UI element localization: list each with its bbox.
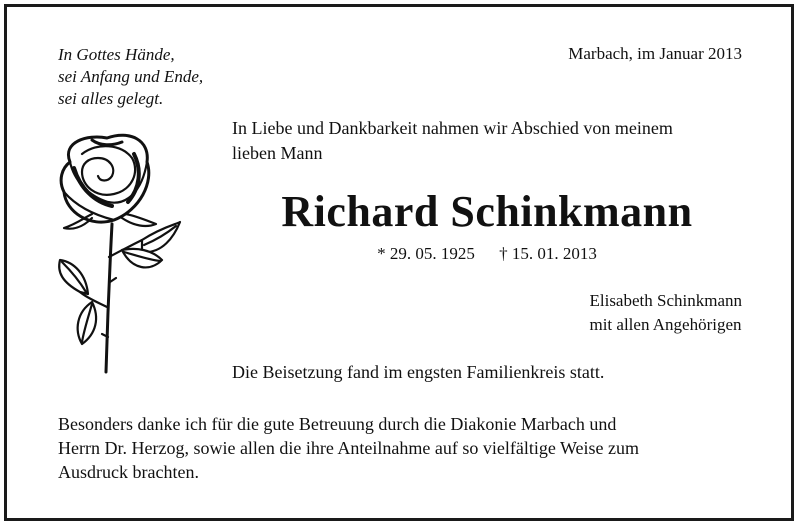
verse-line: sei alles gelegt. bbox=[58, 89, 164, 108]
thanks-paragraph bbox=[58, 412, 748, 484]
verse-line: In Gottes Hände, bbox=[58, 45, 175, 64]
deceased-name: Richard Schinkmann bbox=[281, 187, 693, 236]
thanks-line: Besonders danke ich für die gute Betreuung durch die Diakonie Marbach und bbox=[58, 414, 617, 434]
bible-verse bbox=[58, 44, 203, 110]
place-date: Marbach, im Januar 2013 bbox=[568, 44, 742, 63]
signer-line: mit allen Angehörigen bbox=[589, 315, 742, 334]
intro-line: In Liebe und Dankbarkeit nahmen wir Abschied von meinem bbox=[232, 118, 673, 138]
intro-line: lieben Mann bbox=[232, 143, 323, 163]
verse-line: sei Anfang und Ende, bbox=[58, 67, 204, 86]
signer-line: Elisabeth Schinkmann bbox=[589, 291, 742, 310]
signers bbox=[589, 289, 742, 337]
intro-text bbox=[232, 116, 752, 166]
funeral-note: Die Beisetzung fand im engsten Familienkreis statt. bbox=[232, 362, 605, 382]
birth-date: * 29. 05. 1925 bbox=[377, 244, 475, 263]
rose-icon bbox=[52, 132, 182, 377]
life-dates bbox=[232, 244, 742, 264]
death-date: † 15. 01. 2013 bbox=[499, 244, 597, 263]
thanks-line: Herrn Dr. Herzog, sowie allen die ihre Anteilnahme auf so vielfältige Weise zum bbox=[58, 438, 640, 458]
thanks-line: Ausdruck brachten. bbox=[58, 462, 199, 482]
